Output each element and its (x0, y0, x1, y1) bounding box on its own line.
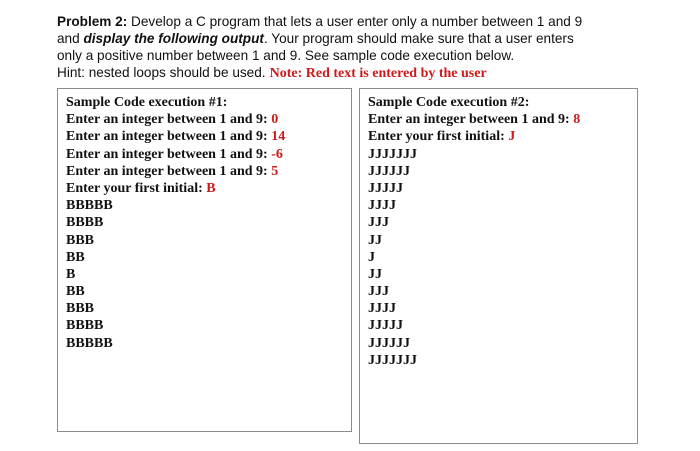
output-line: J (368, 249, 375, 265)
prompt-text: Enter your first initial: (66, 180, 207, 196)
user-input: 5 (271, 163, 279, 179)
prompt-text: Enter an integer between 1 and 9: (66, 163, 272, 179)
output-line: JJJ (368, 215, 389, 231)
problem-line-2-post: . Your program should make sure that a user enters (263, 31, 574, 46)
sample-1-prompt (66, 146, 351, 163)
output-line: JJJ (368, 284, 389, 300)
user-input: -6 (271, 146, 283, 162)
output-line: JJJJJ (368, 318, 403, 334)
problem-line-2-emphasis: display the following output (83, 31, 264, 46)
note-text: Note: Red text is entered by the user (269, 66, 487, 81)
prompt-text: Enter an integer between 1 and 9: (368, 112, 574, 128)
sample-1-title: Sample Code execution #1: (66, 95, 228, 110)
prompt-text: Enter an integer between 1 and 9: (66, 129, 272, 145)
output-line: BBB (66, 232, 95, 248)
user-input: 0 (271, 112, 279, 128)
hint-text: Hint: nested loops should be used. (57, 65, 266, 80)
prompt-text: Enter an integer between 1 and 9: (66, 112, 272, 128)
sample-2-title: Sample Code execution #2: (368, 95, 530, 110)
output-line: BB (66, 284, 85, 300)
problem-statement (57, 13, 657, 82)
problem-label: Problem 2: (57, 14, 128, 29)
output-line: BBBB (66, 215, 104, 231)
problem-line-1-text: Develop a C program that lets a user enter only a number between 1 and 9 (127, 14, 583, 29)
output-line: JJJJJJJ (368, 352, 417, 368)
output-line: BBBBB (66, 198, 113, 214)
problem-line-1 (57, 13, 657, 30)
user-input: J (508, 129, 516, 145)
prompt-text: Enter an integer between 1 and 9: (66, 146, 272, 162)
output-line: BBBB (66, 318, 104, 334)
sample-execution-2-panel (359, 88, 638, 444)
output-line: BBB (66, 301, 95, 317)
problem-line-2 (57, 30, 657, 47)
output-line: JJ (368, 266, 382, 282)
sample-execution-1-panel (57, 88, 352, 432)
output-line: B (66, 266, 76, 282)
sample-1-prompt (66, 180, 351, 197)
output-line: JJJJJJ (368, 335, 410, 351)
output-line: BB (66, 249, 85, 265)
output-line: BBBBB (66, 335, 113, 351)
problem-line-2-pre: and (57, 31, 84, 46)
sample-1-prompt (66, 111, 351, 128)
sample-2-prompt (368, 128, 637, 145)
output-line: JJJJJJJ (368, 146, 417, 162)
user-input: 14 (271, 129, 286, 145)
output-line: JJJJJ (368, 180, 403, 196)
user-input: B (206, 180, 216, 196)
sample-1-prompt (66, 163, 351, 180)
output-line: JJJJ (368, 301, 396, 317)
problem-line-3: only a positive number between 1 and 9. See sample code execution below. (57, 48, 515, 63)
sample-1-prompt (66, 128, 351, 145)
output-line: JJJJJJ (368, 163, 410, 179)
output-line: JJ (368, 232, 382, 248)
prompt-text: Enter your first initial: (368, 129, 509, 145)
sample-2-prompt (368, 111, 637, 128)
hint-line (57, 64, 657, 82)
output-line: JJJJ (368, 198, 396, 214)
user-input: 8 (573, 112, 581, 128)
